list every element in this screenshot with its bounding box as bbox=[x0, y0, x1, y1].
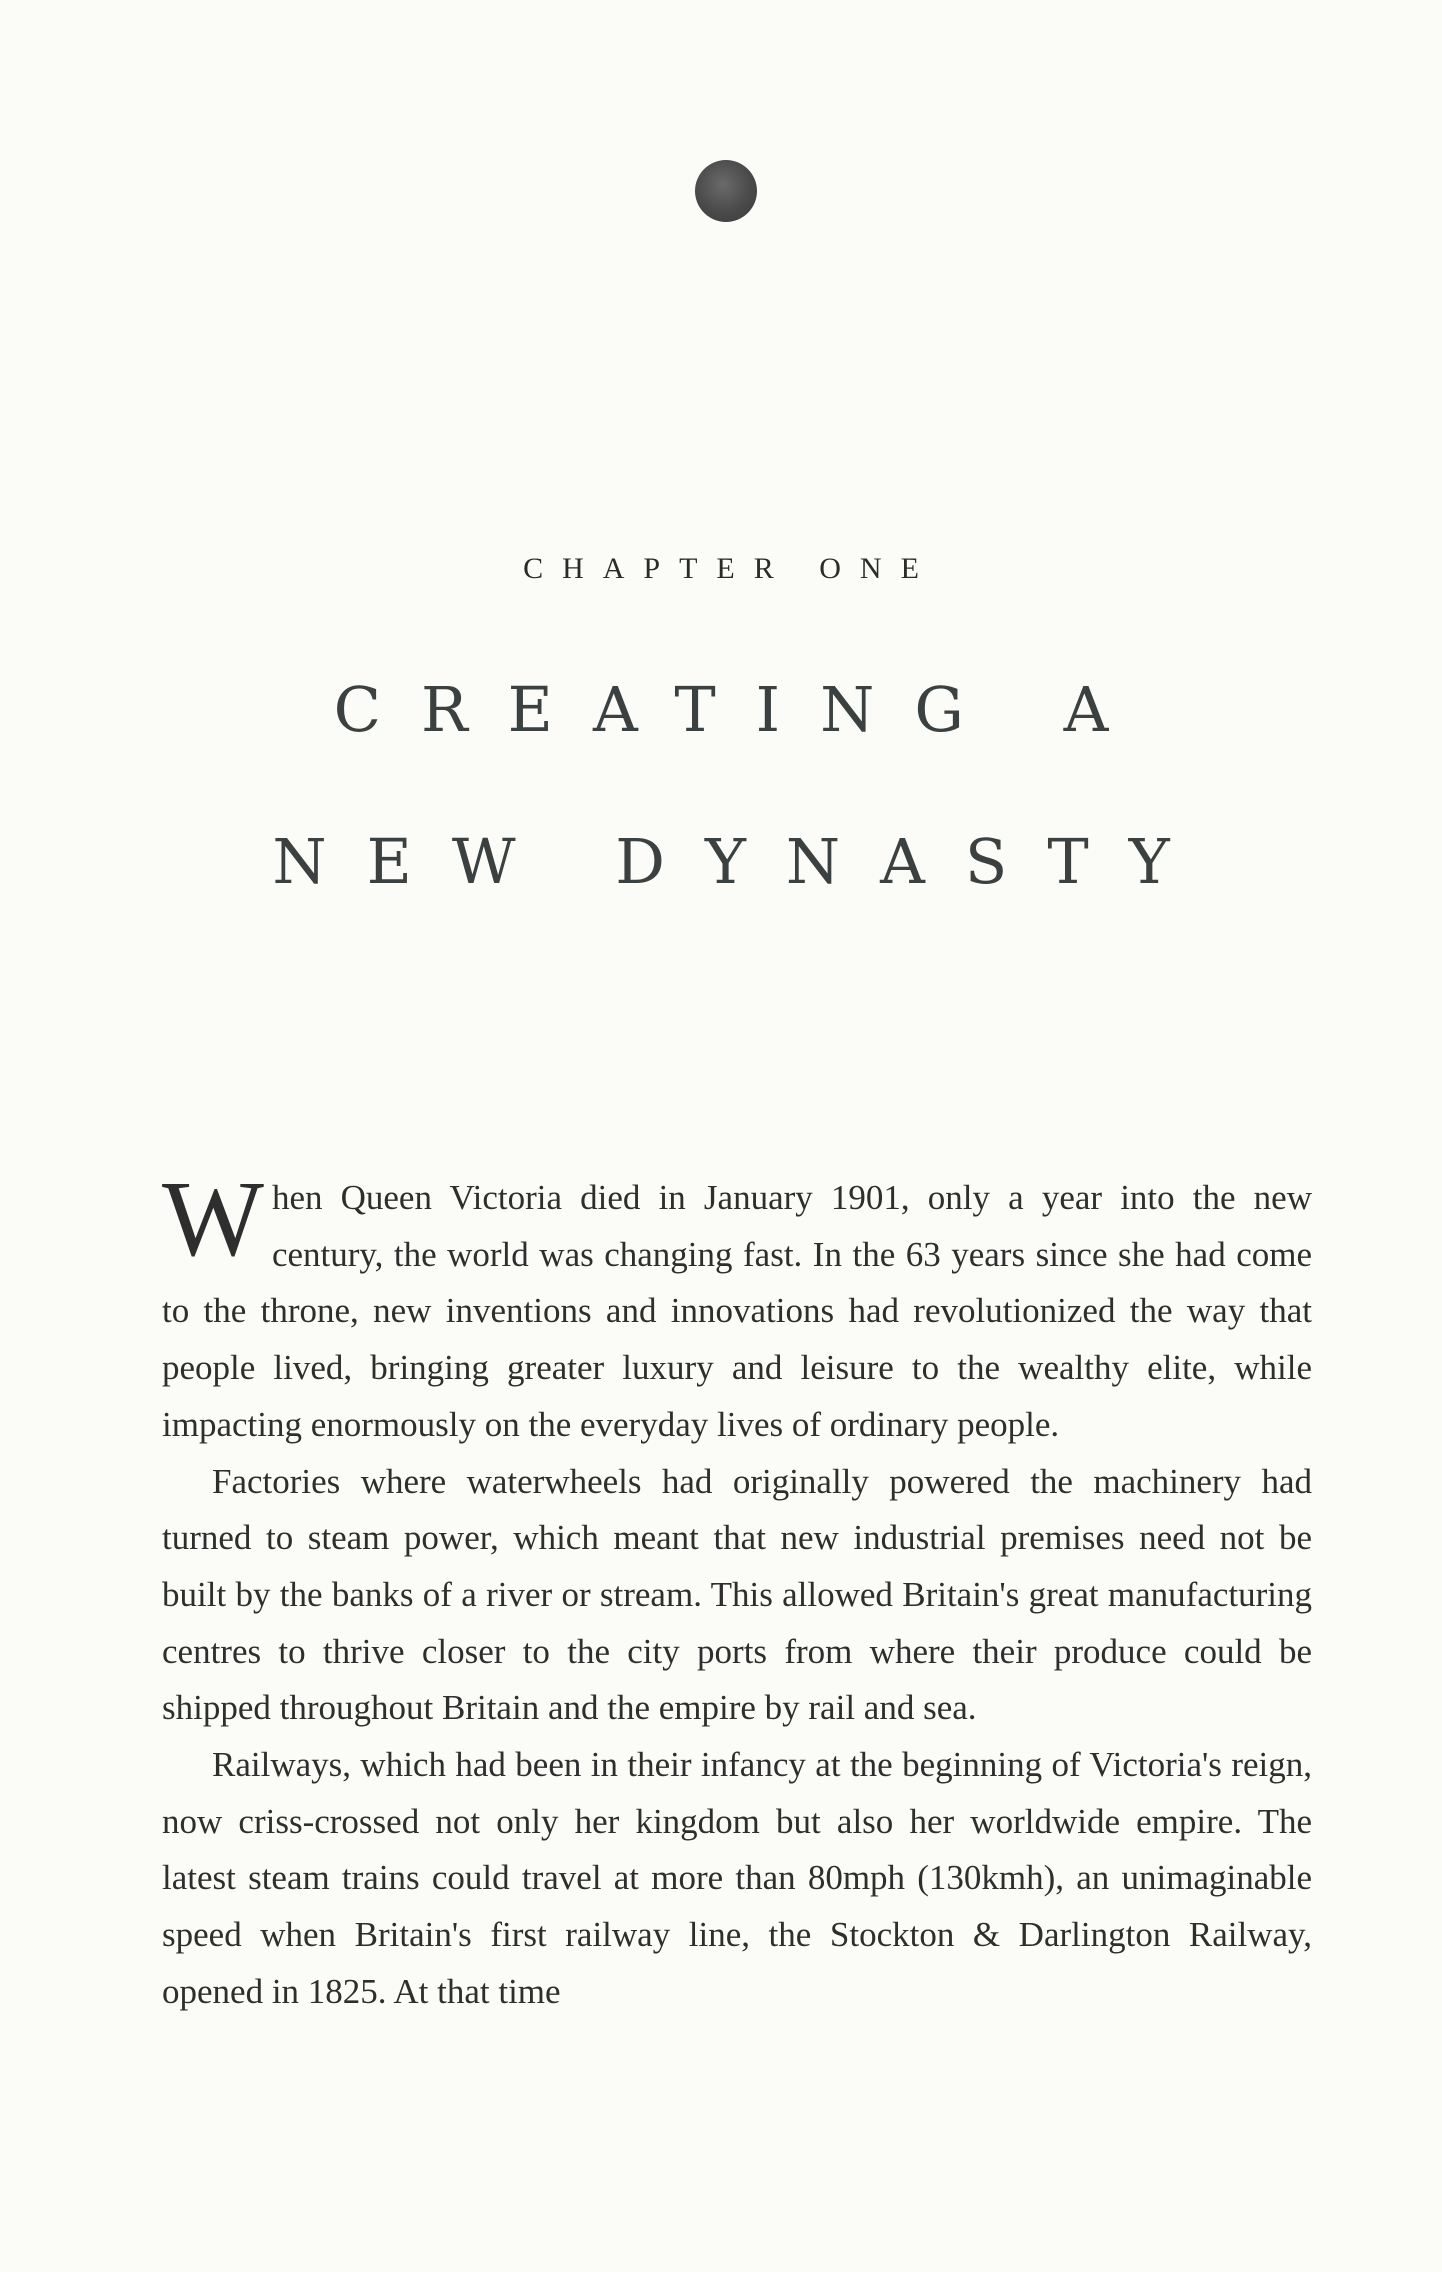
paragraph-1-text: hen Queen Victoria died in January 1901, only a year into the new century, the world was changing fast. In the 63 years since she had come to the throne, new inventions and innovations had revolutionized the way that people lived, bringing greater luxury and leisure to the wealthy elite, while impacting enormously on the everyday lives of ordinary people. bbox=[162, 1178, 1312, 1444]
chapter-ornament-dot bbox=[695, 160, 757, 222]
body-text bbox=[162, 1160, 1312, 2021]
paragraph-3: Railways, which had been in their infancy at the beginning of Victoria's reign, now criss-crossed not only her kingdom but also her worldwide empire. The latest steam trains could travel at more than 80mph (130kmh), an unimaginable speed when Britain's first railway line, the Stockton & Darlington Railway, opened in 1825. At that time bbox=[162, 1745, 1312, 2011]
paragraph-2: Factories where waterwheels had originally powered the machinery had turned to steam power, which meant that new industrial premises need not be built by the banks of a river or stream. This allowed Britain's great manufacturing centres to thrive closer to the city ports from where their produce could be shipped throughout Britain and the empire by rail and sea. bbox=[162, 1461, 1312, 1728]
chapter-title-line-2: NEW DYNASTY bbox=[272, 825, 1210, 898]
drop-cap: W bbox=[162, 1160, 264, 1279]
chapter-label: CHAPTER ONE bbox=[523, 552, 938, 585]
chapter-title-line-1: CREATING A bbox=[333, 673, 1149, 746]
paragraph-1 bbox=[162, 1160, 1312, 1454]
